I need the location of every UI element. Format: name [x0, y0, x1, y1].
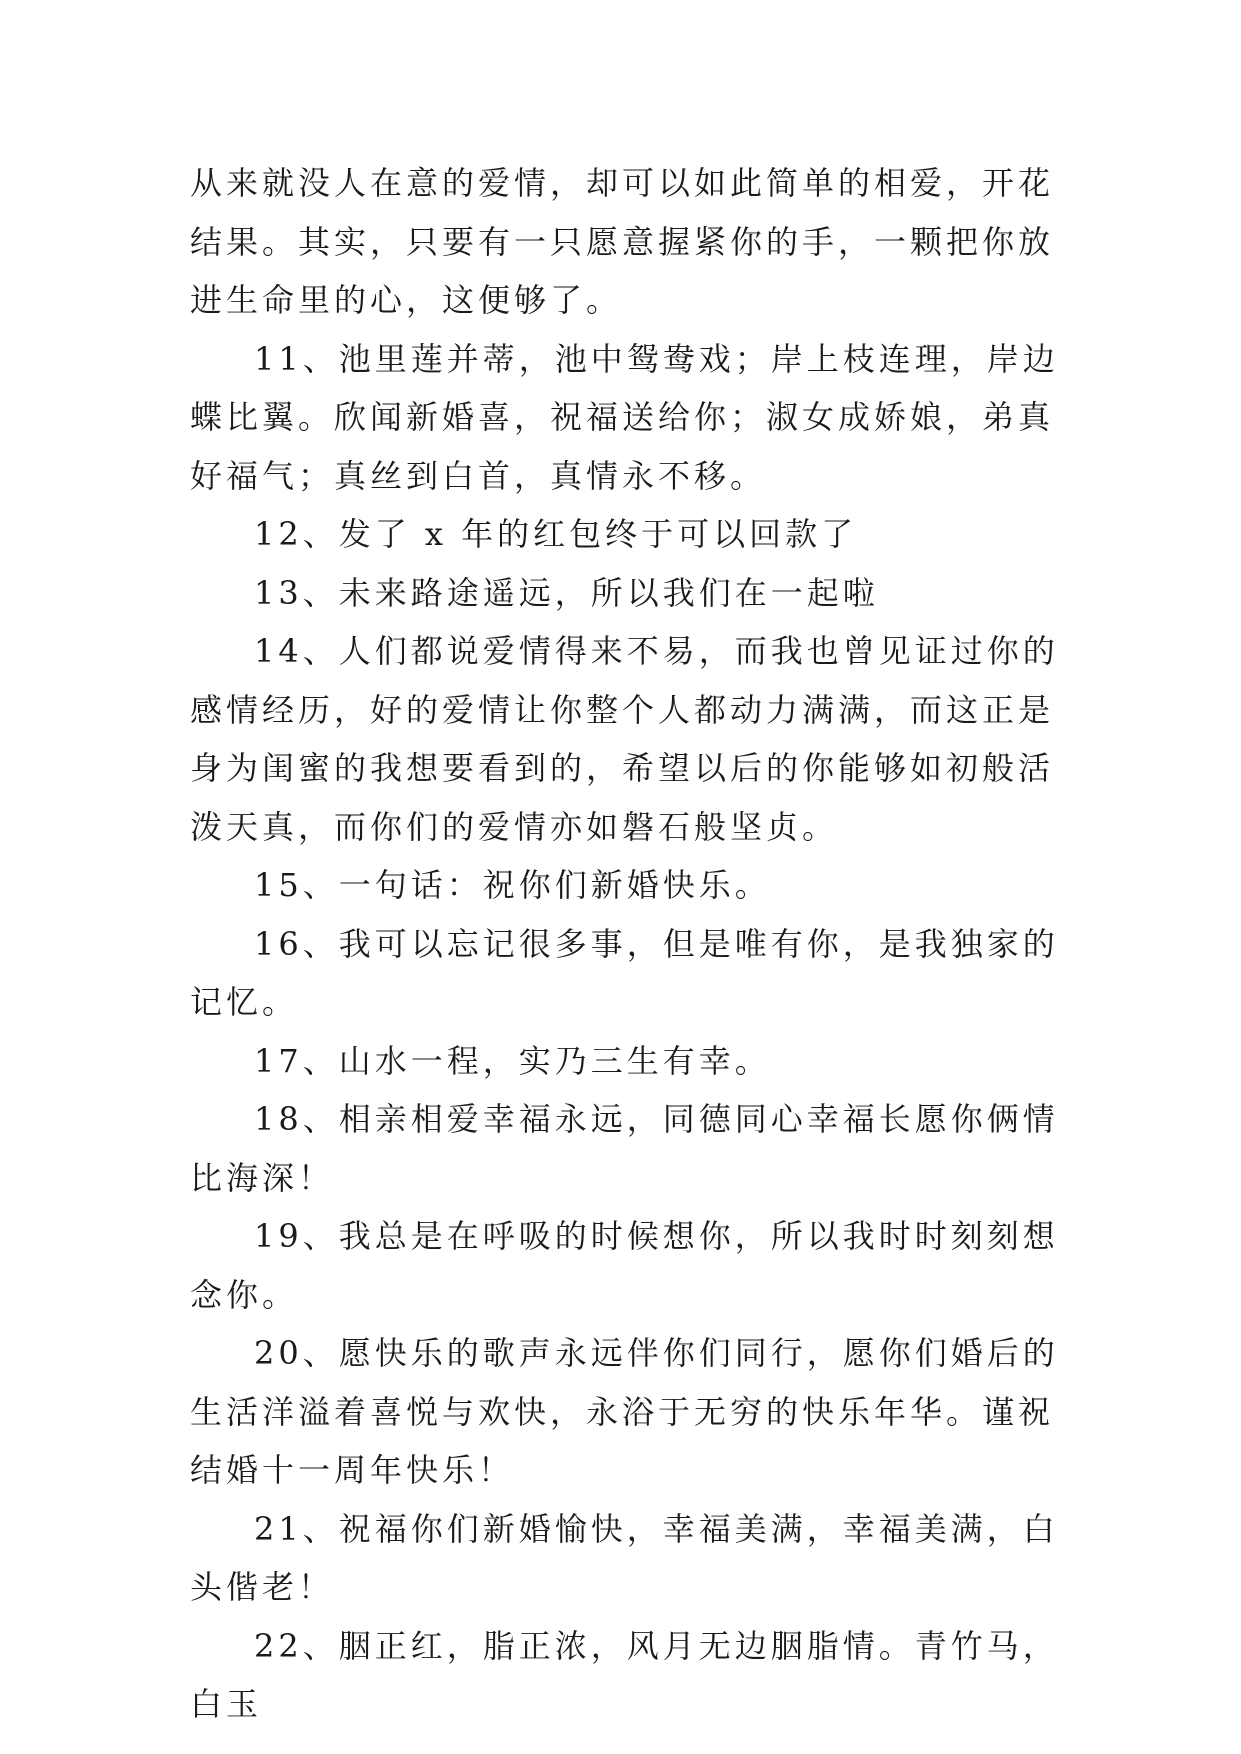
paragraph: 17、山水一程，实乃三生有幸。 — [254, 1041, 771, 1080]
document-body — [190, 154, 1070, 1734]
paragraph: 16、我可以忘记很多事，但是唯有你，是我独家的记忆。 — [190, 924, 1059, 1021]
paragraph: 12、发了 x 年的红包终于可以回款了 — [254, 515, 858, 553]
paragraph: 15、一句话：祝你们新婚快乐。 — [254, 866, 771, 904]
paragraph: 18、相亲相爱幸福永远，同德同心幸福长愿你俩情比海深！ — [190, 1100, 1059, 1197]
paragraph: 14、人们都说爱情得来不易，而我也曾见证过你的感情经历，好的爱情让你整个人都动力满满，而这正是身为闺蜜的我想要看到的，希望以后的你能够如初般活泼天真，而你们的爱情亦如磐石般坚贞。 — [190, 632, 1059, 846]
paragraph: 21、祝福你们新婚愉快，幸福美满，幸福美满，白头偕老！ — [190, 1509, 1059, 1606]
paragraph: 从来就没人在意的爱情，却可以如此简单的相爱，开花结果。其实，只要有一只愿意握紧你的手，一颗把你放进生命里的心，这便够了。 — [190, 164, 1055, 319]
paragraph: 13、未来路途遥远，所以我们在一起啦 — [254, 573, 879, 612]
paragraph: 22、胭正红，脂正浓，风月无边胭脂情。青竹马，白玉 — [190, 1626, 1059, 1723]
paragraph: 19、我总是在呼吸的时候想你，所以我时时刻刻想念你。 — [190, 1217, 1059, 1314]
paragraph: 11、池里莲并蒂，池中鸳鸯戏；岸上枝连理，岸边蝶比翼。欣闻新婚喜，祝福送给你；淑女成娇娘，弟真好福气；真丝到白首，真情永不移。 — [190, 339, 1059, 495]
paragraph: 20、愿快乐的歌声永远伴你们同行，愿你们婚后的生活洋溢着喜悦与欢快，永浴于无穷的快乐年华。谨祝结婚十一周年快乐！ — [190, 1334, 1059, 1489]
